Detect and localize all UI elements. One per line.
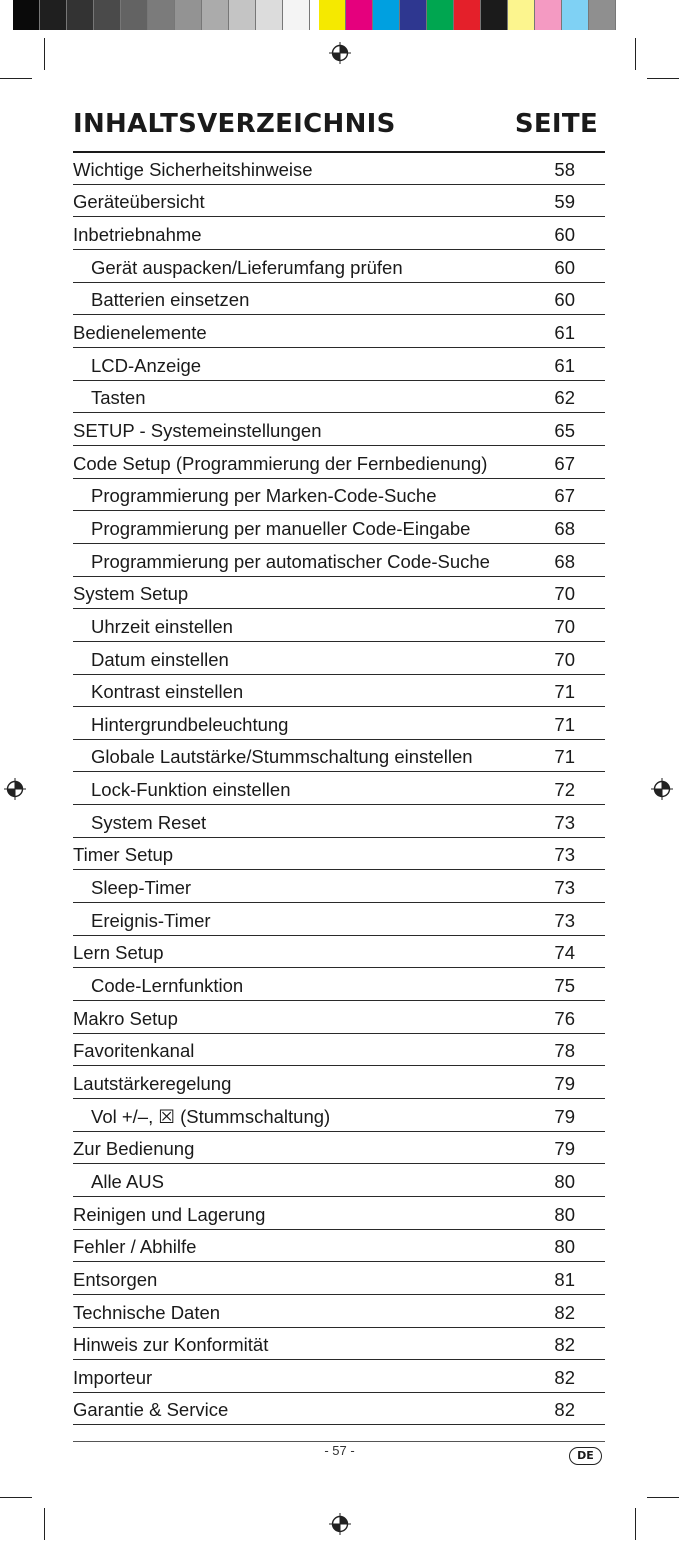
- crop-mark-top-left: [44, 38, 45, 70]
- toc-entry-label: Lautstärkeregelung: [73, 1073, 232, 1095]
- toc-entry: [73, 1327, 605, 1360]
- toc-entry: [73, 445, 605, 478]
- toc-entry-page: 73: [554, 844, 575, 866]
- toc-entry-page: 68: [554, 517, 575, 539]
- toc-entry-label: Timer Setup: [73, 844, 174, 866]
- toc-entry-label: Bedienelemente: [73, 321, 207, 343]
- toc-entry: [73, 608, 605, 641]
- toc-entry-label: Gerät auspacken/Lieferumfang prüfen: [91, 256, 403, 278]
- toc-entry-page: 74: [554, 942, 575, 964]
- toc-entry-page: 80: [554, 1236, 575, 1258]
- toc-entry: [73, 1196, 605, 1229]
- color-swatch: [589, 0, 616, 30]
- registration-mark-right-icon: [651, 778, 673, 800]
- toc-entry-label: System Setup: [73, 583, 189, 605]
- toc-entry-page: 70: [554, 615, 575, 637]
- toc-entry-page: 62: [554, 387, 575, 409]
- registration-mark-left-icon: [4, 778, 26, 800]
- toc-entry-label: Inbetriebnahme: [73, 223, 202, 245]
- toc-entry: [73, 576, 605, 609]
- toc-entry: [73, 282, 605, 315]
- color-swatch: [400, 0, 427, 30]
- color-swatch: [508, 0, 535, 30]
- toc-entry-label: SETUP - Systemeinstellungen: [73, 419, 322, 441]
- toc-entry: [73, 674, 605, 707]
- toc-entry: [73, 1229, 605, 1262]
- toc-entry-page: 72: [554, 779, 575, 801]
- toc-entry-label: Vol +/–, ☒ (Stummschaltung): [91, 1105, 331, 1127]
- toc-entry: [73, 347, 605, 380]
- page-number: - 57 -: [324, 1443, 355, 1458]
- language-badge: DE: [569, 1447, 602, 1465]
- toc-entry: [73, 706, 605, 739]
- color-calibration-bar: [13, 0, 616, 30]
- toc-entry-page: 80: [554, 1203, 575, 1225]
- toc-entry-label: Programmierung per Marken-Code-Suche: [91, 485, 437, 507]
- toc-entry: [73, 216, 605, 249]
- toc-entry: [73, 1392, 605, 1425]
- crop-mark-bottom-right: [635, 1508, 636, 1540]
- toc-entry-page: 82: [554, 1366, 575, 1388]
- toc-entry-page: 71: [554, 746, 575, 768]
- gray-swatch: [13, 0, 40, 30]
- color-swatch: [562, 0, 589, 30]
- toc-entry-page: 67: [554, 485, 575, 507]
- crop-mark-bottom-right-horizontal: [647, 1497, 679, 1498]
- toc-entry: [73, 1000, 605, 1033]
- toc-entry: [73, 249, 605, 282]
- toc-entry: [73, 967, 605, 1000]
- gray-swatch: [283, 0, 310, 30]
- toc-entry-label: Batterien einsetzen: [91, 289, 250, 311]
- toc-entry: [73, 184, 605, 217]
- toc-entry: [73, 1294, 605, 1327]
- toc-entry-label: Technische Daten: [73, 1301, 221, 1323]
- toc-entry-label: Ereignis-Timer: [91, 909, 211, 931]
- toc-entry-page: 70: [554, 648, 575, 670]
- toc-entry-page: 71: [554, 713, 575, 735]
- toc-entry-page: 59: [554, 191, 575, 213]
- toc-heading: [73, 106, 598, 142]
- color-swatch: [427, 0, 454, 30]
- toc-entry-page: 82: [554, 1334, 575, 1356]
- toc-entry: [73, 1098, 605, 1131]
- toc-entry-page: 61: [554, 321, 575, 343]
- toc-entry: [73, 1033, 605, 1066]
- toc-entry-page: 73: [554, 877, 575, 899]
- toc-entry-label: LCD-Anzeige: [91, 354, 202, 376]
- toc-entry-label: Alle AUS: [91, 1171, 165, 1192]
- table-of-contents: [73, 151, 605, 1425]
- toc-entry-label: Programmierung per manueller Code-Eingabe: [91, 517, 471, 539]
- toc-entry-label: Hinweis zur Konformität: [73, 1334, 269, 1356]
- gray-swatch: [175, 0, 202, 30]
- crop-mark-top-right-horizontal: [647, 78, 679, 79]
- swatch-gap: [310, 0, 319, 30]
- toc-entry: [73, 869, 605, 902]
- toc-entry: [73, 314, 605, 347]
- gray-swatch: [256, 0, 283, 30]
- gray-swatch: [40, 0, 67, 30]
- toc-entry-page: 80: [554, 1171, 575, 1192]
- toc-entry-label: Kontrast einstellen: [91, 681, 244, 703]
- toc-entry-page: 78: [554, 1040, 575, 1062]
- toc-entry-label: Entsorgen: [73, 1268, 158, 1290]
- toc-entry: [73, 380, 605, 413]
- color-swatch: [481, 0, 508, 30]
- toc-entry-page: 70: [554, 583, 575, 605]
- toc-entry: [73, 837, 605, 870]
- toc-entry-page: 60: [554, 256, 575, 278]
- toc-entry: [73, 1065, 605, 1098]
- toc-entry-label: Lern Setup: [73, 942, 164, 964]
- toc-entry-label: Uhrzeit einstellen: [91, 615, 233, 637]
- color-swatch: [319, 0, 346, 30]
- toc-entry-label: Sleep-Timer: [91, 877, 192, 899]
- toc-entry-page: 76: [554, 1007, 575, 1029]
- toc-entry-page: 61: [554, 354, 575, 376]
- toc-entry-page: 79: [554, 1138, 575, 1160]
- toc-entry: [73, 1131, 605, 1164]
- toc-entry-label: System Reset: [91, 811, 207, 833]
- crop-mark-top-left-horizontal: [0, 78, 32, 79]
- gray-swatch: [67, 0, 94, 30]
- toc-entry-page: 67: [554, 452, 575, 474]
- toc-entry-page: 75: [554, 975, 575, 997]
- toc-entry-label: Hintergrundbeleuchtung: [91, 713, 289, 735]
- toc-entry-page: 79: [554, 1105, 575, 1127]
- toc-entry: [73, 641, 605, 674]
- toc-entry-label: Fehler / Abhilfe: [73, 1236, 197, 1258]
- toc-entry-label: Geräteübersicht: [73, 191, 205, 213]
- toc-entry-label: Code Setup (Programmierung der Fernbedienung): [73, 452, 488, 474]
- gray-swatch: [94, 0, 121, 30]
- color-swatch: [373, 0, 400, 30]
- toc-entry-label: Lock-Funktion einstellen: [91, 779, 291, 801]
- gray-swatch: [121, 0, 148, 30]
- gray-swatch: [202, 0, 229, 30]
- gray-swatch: [148, 0, 175, 30]
- crop-mark-top-right: [635, 38, 636, 70]
- toc-entry: [73, 1261, 605, 1294]
- toc-entry: [73, 412, 605, 445]
- toc-title: INHALTSVERZEICHNIS: [73, 109, 396, 139]
- toc-entry-label: Globale Lautstärke/Stummschaltung einstellen: [91, 746, 473, 768]
- toc-entry-page: 73: [554, 811, 575, 833]
- toc-entry-page: 81: [554, 1268, 575, 1290]
- toc-entry-page: 65: [554, 419, 575, 441]
- toc-entry-page: 60: [554, 223, 575, 245]
- toc-entry: [73, 510, 605, 543]
- toc-entry: [73, 739, 605, 772]
- toc-entry-page: 68: [554, 550, 575, 572]
- toc-entry-label: Makro Setup: [73, 1007, 178, 1029]
- toc-entry-label: Code-Lernfunktion: [91, 975, 244, 997]
- toc-entry-label: Tasten: [91, 387, 146, 409]
- toc-entry-page: 58: [554, 158, 575, 180]
- toc-entry-label: Datum einstellen: [91, 648, 229, 670]
- toc-entry: [73, 804, 605, 837]
- color-swatch: [454, 0, 481, 30]
- crop-mark-bottom-left: [44, 1508, 45, 1540]
- toc-entry-page: 82: [554, 1301, 575, 1323]
- toc-entry: [73, 935, 605, 968]
- toc-entry-page: 79: [554, 1073, 575, 1095]
- crop-mark-bottom-left-horizontal: [0, 1497, 32, 1498]
- toc-entry-label: Importeur: [73, 1366, 153, 1388]
- toc-entry-label: Garantie & Service: [73, 1398, 229, 1420]
- toc-entry-page: 73: [554, 909, 575, 931]
- toc-entry-page: 82: [554, 1398, 575, 1420]
- toc-entry-page: 60: [554, 289, 575, 311]
- registration-mark-bottom-icon: [329, 1513, 351, 1535]
- toc-entry-label: Reinigen und Lagerung: [73, 1203, 266, 1225]
- toc-entry: [73, 1359, 605, 1392]
- toc-entry: [73, 1163, 605, 1196]
- toc-entry-label: Programmierung per automatischer Code-Suche: [91, 550, 490, 572]
- registration-mark-top-icon: [329, 42, 351, 64]
- gray-swatch: [229, 0, 256, 30]
- color-swatch: [346, 0, 373, 30]
- toc-entry: [73, 478, 605, 511]
- toc-entry: [73, 771, 605, 804]
- toc-page-label: SEITE: [514, 109, 598, 139]
- toc-entry: [73, 902, 605, 935]
- color-swatch: [535, 0, 562, 30]
- toc-entry-page: 71: [554, 681, 575, 703]
- footer-divider: [73, 1441, 605, 1442]
- toc-entry: [73, 543, 605, 576]
- toc-entry: [73, 151, 605, 184]
- toc-entry-label: Favoritenkanal: [73, 1040, 195, 1062]
- toc-entry-label: Wichtige Sicherheitshinweise: [73, 158, 313, 180]
- toc-entry-label: Zur Bedienung: [73, 1138, 195, 1160]
